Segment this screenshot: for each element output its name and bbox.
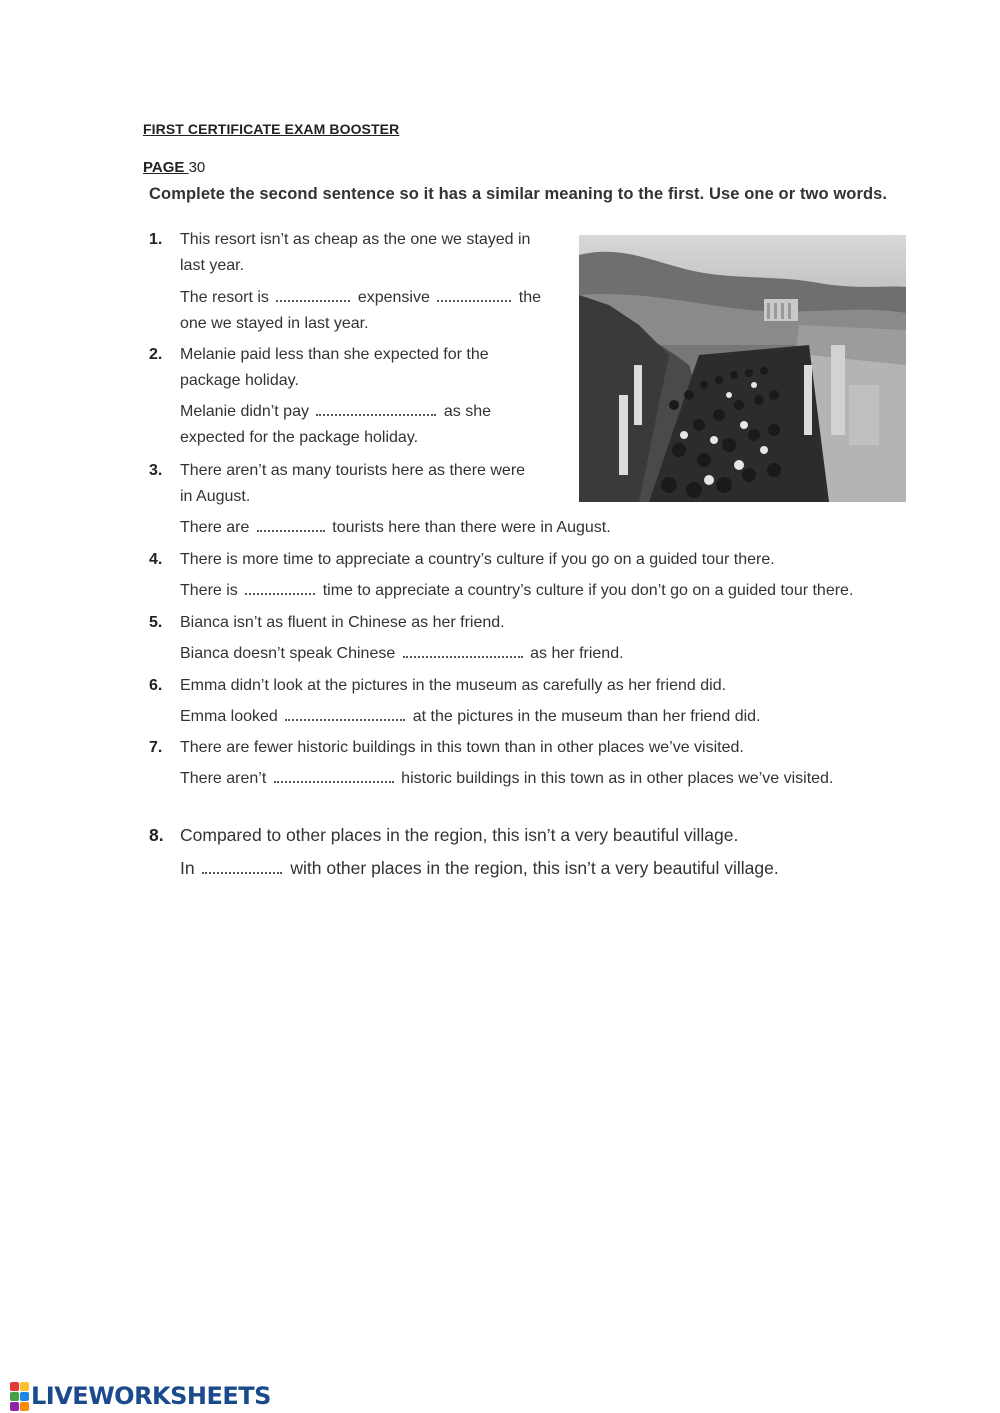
answer-blank[interactable] xyxy=(257,516,325,532)
answer-middle: expensive xyxy=(357,289,430,306)
photo-illustration xyxy=(579,235,906,502)
answer-prefix: There aren’t xyxy=(180,770,267,787)
answer-prefix: Bianca doesn’t speak Chinese xyxy=(180,645,396,662)
answer-blank[interactable] xyxy=(245,579,315,595)
answer-prefix: Emma looked xyxy=(180,708,278,725)
question-first-line: Bianca isn’t as fluent in Chinese as her friend. xyxy=(180,614,505,631)
answer-prefix: The resort is xyxy=(180,289,269,306)
question-number: 3. xyxy=(149,462,163,479)
answer-blank[interactable] xyxy=(437,286,511,302)
answer-blank[interactable] xyxy=(274,767,394,783)
question-number: 2. xyxy=(149,346,163,363)
answer-suffix: the xyxy=(518,289,542,306)
question-first-line: This resort isn’t as cheap as the one we stayed in xyxy=(180,231,531,248)
page-number: 30 xyxy=(188,159,206,176)
page-reference xyxy=(143,159,205,176)
question-number: 7. xyxy=(149,739,163,756)
answer-suffix: with other places in the region, this isn’t a very beautiful village. xyxy=(290,858,779,878)
question-number: 5. xyxy=(149,614,163,631)
answer-prefix: In xyxy=(180,858,195,878)
crowd-ruins-photo xyxy=(579,235,906,502)
logo-text: LIVEWORKSHEETS xyxy=(31,1382,271,1410)
answer-continuation: expected for the package holiday. xyxy=(180,429,419,446)
answer-blank[interactable] xyxy=(276,286,350,302)
answer-blank[interactable] xyxy=(285,705,405,721)
answer-blank[interactable] xyxy=(403,642,523,658)
question-first-line: There are fewer historic buildings in this town than in other places we’ve visited. xyxy=(180,739,744,756)
liveworksheets-logo[interactable] xyxy=(10,1381,271,1411)
question-first-line: There is more time to appreciate a country’s culture if you go on a guided tour there. xyxy=(180,551,775,568)
answer-suffix: as she xyxy=(443,403,492,420)
answer-suffix: historic buildings in this town as in other places we’ve visited. xyxy=(401,770,834,787)
question-number: 6. xyxy=(149,677,163,694)
question-first-line: last year. xyxy=(180,257,245,274)
answer-blank[interactable] xyxy=(202,858,282,874)
book-title: FIRST CERTIFICATE EXAM BOOSTER xyxy=(143,121,400,137)
answer-suffix: as her friend. xyxy=(530,645,624,662)
exercise-instruction: Complete the second sentence so it has a similar meaning to the first. Use one or two words. xyxy=(149,185,888,203)
question-number: 1. xyxy=(149,231,163,248)
question-number: 4. xyxy=(149,551,163,568)
page-label: PAGE xyxy=(143,159,189,176)
answer-prefix: There is xyxy=(180,582,238,599)
answer-suffix: tourists here than there were in August. xyxy=(332,519,611,536)
answer-suffix: time to appreciate a country’s culture if you don’t go on a guided tour there. xyxy=(322,582,854,599)
question-first-line: Emma didn’t look at the pictures in the museum as carefully as her friend did. xyxy=(180,677,727,694)
logo-mark-icon xyxy=(10,1382,29,1411)
question-first-line: There aren’t as many tourists here as there were xyxy=(180,462,526,479)
answer-prefix: Melanie didn’t pay xyxy=(180,403,309,420)
answer-prefix: There are xyxy=(180,519,250,536)
answer-suffix: at the pictures in the museum than her friend did. xyxy=(412,708,761,725)
question-number: 8. xyxy=(149,825,164,845)
answer-continuation: one we stayed in last year. xyxy=(180,315,369,332)
question-first-line: package holiday. xyxy=(180,372,299,389)
answer-blank[interactable] xyxy=(316,400,436,416)
question-first-line: in August. xyxy=(180,488,251,505)
question-first-line: Melanie paid less than she expected for the xyxy=(180,346,489,363)
question-first-line: Compared to other places in the region, this isn’t a very beautiful village. xyxy=(180,825,739,845)
